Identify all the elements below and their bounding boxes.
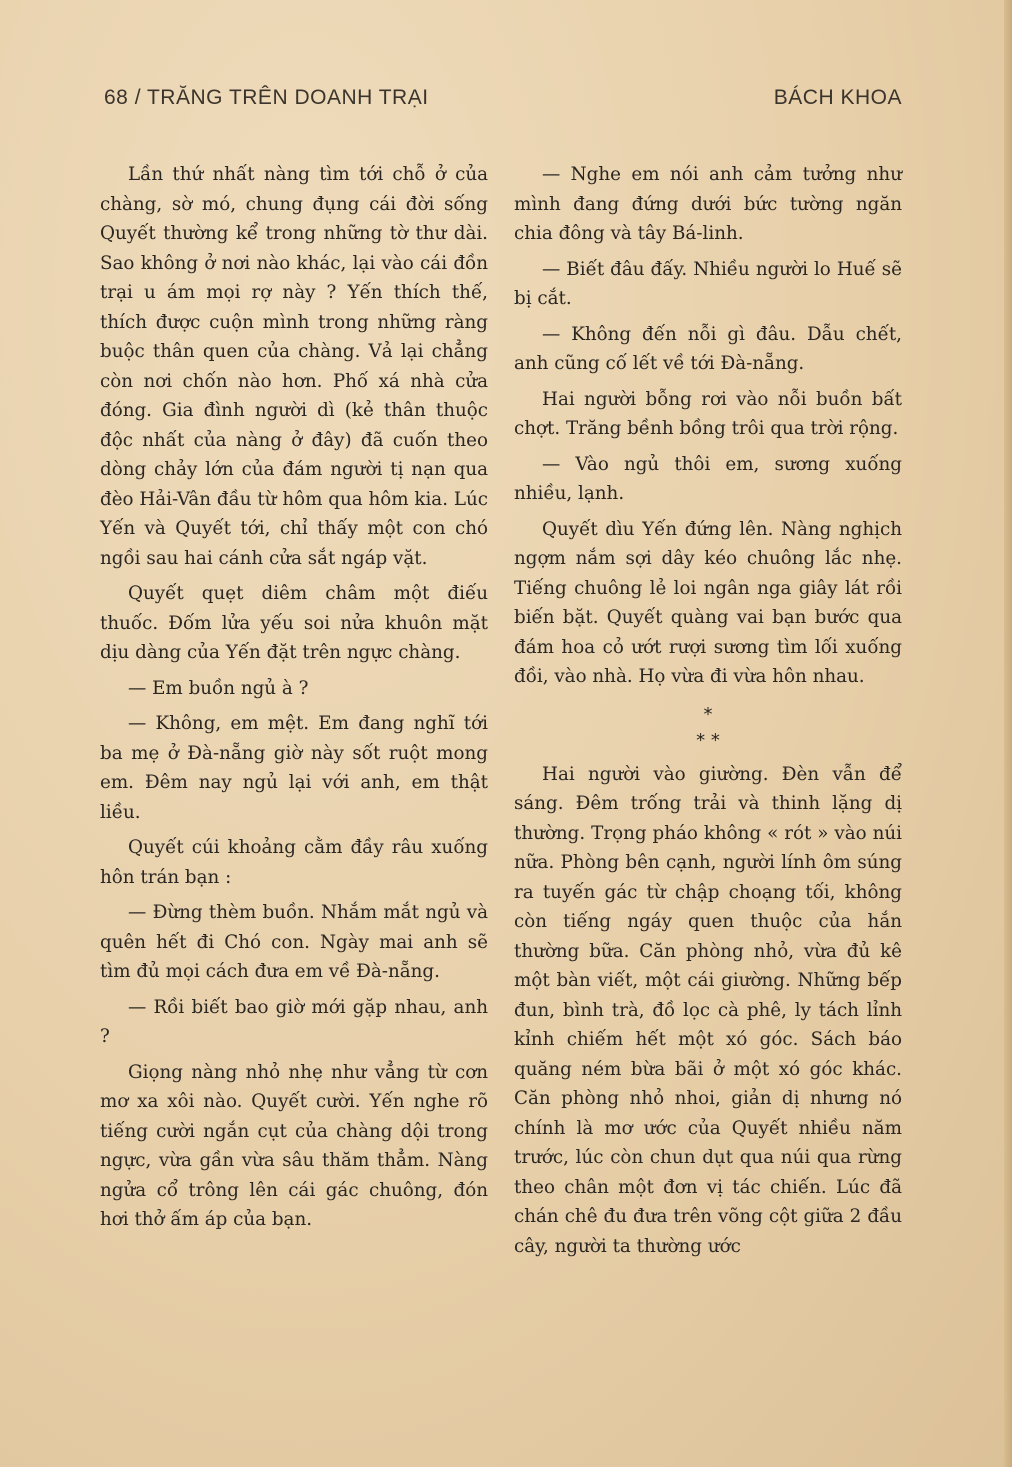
- dialogue-line: — Biết đâu đấy. Nhiều người lo Huế sẽ bị cắt.: [514, 258, 902, 309]
- right-column: [514, 160, 902, 1267]
- paragraph: Hai người bỗng rơi vào nỗi buồn bất chợt. Trăng bềnh bồng trôi qua trời rộng.: [514, 388, 902, 439]
- running-header: [104, 86, 902, 118]
- dialogue-line: — Rồi biết bao giờ mới gặp nhau, anh ?: [100, 996, 488, 1047]
- paragraph: Quyết quẹt diêm châm một điếu thuốc. Đốm lửa yếu soi nửa khuôn mặt dịu dàng của Yến đặt trên ngực chàng.: [100, 583, 488, 663]
- asterism-bottom: * *: [696, 729, 720, 751]
- paragraph: Quyết cúi khoảng cằm đầy râu xuống hôn trán bạn :: [100, 837, 488, 888]
- dialogue-line: — Đừng thèm buồn. Nhắm mắt ngủ và quên hết đi Chó con. Ngày mai anh sẽ tìm đủ mọi cách đưa em về Đà-nẵng.: [100, 902, 488, 982]
- dialogue-line: — Vào ngủ thôi em, sương xuống nhiều, lạnh.: [514, 453, 902, 504]
- paragraph: Quyết dìu Yến đứng lên. Nàng nghịch ngợm nắm sợi dây kéo chuông lắc nhẹ. Tiếng chuông lẻ loi ngân nga giây lát rồi biến bặt. Quyết quàng vai bạn bước qua đám hoa cỏ ướt rượi sương tìm lối xuống đồi, vào nhà. Họ vừa đi vừa hôn nhau.: [514, 518, 902, 687]
- paragraph: Lần thứ nhất nàng tìm tới chỗ ở của chàng, sờ mó, chung đụng cái đời sống Quyết thường kể trong những tờ thư dài. Sao không ở nơi nào khác, lại vào cái đồn trại u ám mọi rợ này ? Yến thích thế, thích được cuộn mình trong những ràng buộc thân quen của chàng. Vả lại chẳng còn nơi chốn nào hơn. Phố xá nhà cửa đóng. Gia đình người dì (kẻ thân thuộc độc nhất của nàng ở đây) đã cuốn theo dòng chảy lớn của đám người tị nạn qua đèo Hải-Vân đầu từ hôm qua hôm kia. Lúc Yến và Quyết tới, chỉ thấy một con chó ngồi sau hai cánh cửa sắt ngáp vặt.: [100, 164, 488, 569]
- section-break-asterism: [514, 703, 902, 751]
- paragraph: Giọng nàng nhỏ nhẹ như vẳng từ cơn mơ xa xôi nào. Quyết cười. Yến nghe rõ tiếng cười ngắn cụt của chàng dội trong ngực, vừa gần vừa sâu thăm thẳm. Nàng ngửa cổ trông lên cái gác chuông, đón hơi thở ấm áp của bạn.: [100, 1061, 488, 1230]
- dialogue-line: — Không đến nỗi gì đâu. Dẫu chết, anh cũng cố lết về tới Đà-nẵng.: [514, 323, 902, 374]
- page-edge: [1004, 0, 1012, 1467]
- dialogue-line: — Em buồn ngủ à ?: [128, 677, 309, 699]
- header-magazine-name: BÁCH KHOA: [773, 86, 902, 109]
- asterism-top: *: [703, 703, 713, 725]
- dialogue-line: — Không, em mệt. Em đang nghĩ tới ba mẹ ở Đà-nẵng giờ này sốt ruột mong em. Đêm nay ngủ lại với anh, em thật liều.: [100, 713, 488, 823]
- dialogue-line: — Nghe em nói anh cảm tưởng như mình đang đứng dưới bức tường ngăn chia đông và tây Bá-linh.: [514, 164, 902, 244]
- paragraph: Hai người vào giường. Đèn vẫn để sáng. Đêm trống trải và thinh lặng dị thường. Trọng pháo không « rót » vào núi nữa. Phòng bên cạnh, người lính ôm súng ra tuyến gác từ chập choạng tối, không còn tiếng ngáy quen thuộc của hắn thường bữa. Căn phòng nhỏ, vừa đủ kê một bàn viết, một cái giường. Những bếp đun, bình trà, đồ lọc cà phê, ly tách lỉnh kỉnh chiếm hết một xó góc. Sách báo quăng ném bừa bãi ở một xó góc khác. Căn phòng nhỏ nhoi, giản dị nhưng nó chính là mơ ước của Quyết nhiều năm trước, lúc còn chun dụt qua núi qua rừng theo chân một đơn vị tác chiến. Lúc đã chán chê đu đưa trên võng cột giữa 2 đầu cây, người ta thường ước: [514, 763, 902, 1257]
- header-page-title: 68 / TRĂNG TRÊN DOANH TRẠI: [104, 86, 429, 109]
- left-column: [100, 160, 488, 1241]
